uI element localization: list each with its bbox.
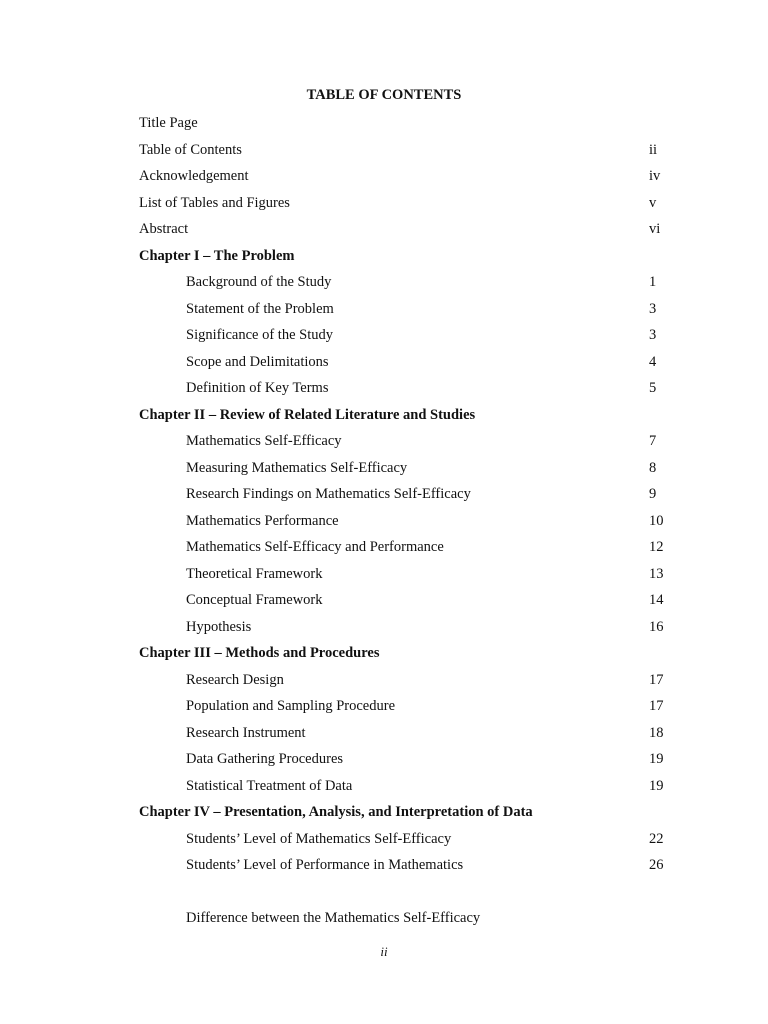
toc-list [0,110,768,932]
toc-entry-page: 8 [649,459,657,476]
toc-chapter-label: Chapter IV – Presentation, Analysis, and Interpretation of Data [139,804,533,820]
toc-subentry [0,349,768,376]
toc-subentry [0,587,768,614]
toc-chapter-label: Chapter II – Review of Related Literature and Studies [139,406,476,423]
toc-entry-page: 16 [649,618,664,635]
toc-entry-label: Background of the Study [186,274,332,290]
toc-subentry [0,667,768,694]
toc-entry-page: 9 [649,486,657,502]
toc-entry-page: 19 [649,777,664,794]
toc-subentry [0,561,768,588]
toc-entry-label: Abstract [139,221,189,237]
toc-entry-page: 13 [649,565,664,582]
toc-chapter-heading [0,243,768,270]
toc-entry-page: 18 [649,724,664,741]
toc-chapter-label: Chapter III – Methods and Procedures [139,645,380,661]
toc-entry-page: 17 [649,671,664,688]
toc-subentry [0,746,768,773]
toc-entry-label: Title Page [139,115,198,131]
toc-subentry [0,269,768,296]
toc-entry-label: Research Findings on Mathematics Self-Efficacy [186,486,471,502]
toc-entry [0,190,768,217]
toc-subentry [0,428,768,455]
toc-entry [0,163,768,190]
toc-subentry [0,852,768,879]
toc-chapter-heading [0,402,768,429]
toc-subentry [0,720,768,747]
toc-entry-label: Scope and Delimitations [186,353,329,370]
toc-heading: TABLE OF CONTENTS [306,87,462,103]
page-number: ii [380,944,388,959]
toc-subentry [0,296,768,323]
toc-entry-label: Data Gathering Procedures [186,751,344,767]
toc-entry-page: ii [649,141,658,158]
toc-entry-label: Definition of Key Terms [186,380,329,396]
toc-entry-label: Significance of the Study [186,327,333,343]
toc-entry-label: Students’ Level of Mathematics Self-Efficacy [186,830,452,847]
toc-subentry [0,905,768,932]
toc-entry-page: 14 [649,592,664,608]
toc-entry-page: 17 [649,698,664,714]
toc-entry [0,137,768,164]
toc-entry-page: 5 [649,380,657,396]
toc-subentry [0,375,768,402]
toc-entry-label: List of Tables and Figures [139,194,290,211]
toc-entry-label: Theoretical Framework [186,565,323,582]
toc-entry-label: Measuring Mathematics Self-Efficacy [186,459,408,476]
toc-entry-label: Statistical Treatment of Data [186,777,353,794]
toc-entry-page: 19 [649,751,664,767]
toc-entry-label: Students’ Level of Performance in Mathematics [186,857,464,873]
toc-subentry [0,826,768,853]
toc-subentry [0,455,768,482]
toc-subentry [0,508,768,535]
toc-entry-label: Mathematics Self-Efficacy [186,433,342,449]
toc-entry [0,110,768,137]
toc-entry-page: iv [649,168,661,184]
toc-subentry [0,614,768,641]
toc-entry-page: 4 [649,353,657,370]
toc-entry-label: Research Instrument [186,724,306,741]
toc-chapter-heading [0,640,768,667]
toc-entry-label: Hypothesis [186,618,252,635]
toc-entry-label: Table of Contents [139,141,242,158]
toc-entry-label: Statement of the Problem [186,300,334,317]
toc-entry-label: Population and Sampling Procedure [186,698,396,714]
blank-line [0,879,768,906]
toc-subentry [0,534,768,561]
toc-entry-label: Mathematics Performance [186,512,339,529]
toc-subentry [0,322,768,349]
toc-entry-page: 1 [649,274,657,290]
toc-entry-page: 10 [649,512,664,529]
toc-entry-label: Conceptual Framework [186,592,323,608]
toc-entry [0,216,768,243]
toc-entry-page: 12 [649,539,664,555]
toc-entry-page: 3 [649,327,657,343]
toc-subentry [0,693,768,720]
toc-entry-page: 3 [649,300,657,317]
toc-entry-page: vi [649,221,661,237]
toc-chapter-heading [0,799,768,826]
toc-subentry [0,481,768,508]
toc-entry-label: Research Design [186,671,284,688]
toc-entry-page: 7 [649,433,657,449]
toc-chapter-label: Chapter I – The Problem [139,247,295,264]
toc-entry-label: Mathematics Self-Efficacy and Performance [186,539,444,555]
toc-entry-label: Acknowledgement [139,168,249,184]
toc-entry-page: 22 [649,830,664,847]
toc-entry-page: v [649,194,657,211]
toc-entry-label: Difference between the Mathematics Self-Efficacy [186,910,481,926]
toc-entry-page: 26 [649,857,664,873]
toc-subentry [0,773,768,800]
